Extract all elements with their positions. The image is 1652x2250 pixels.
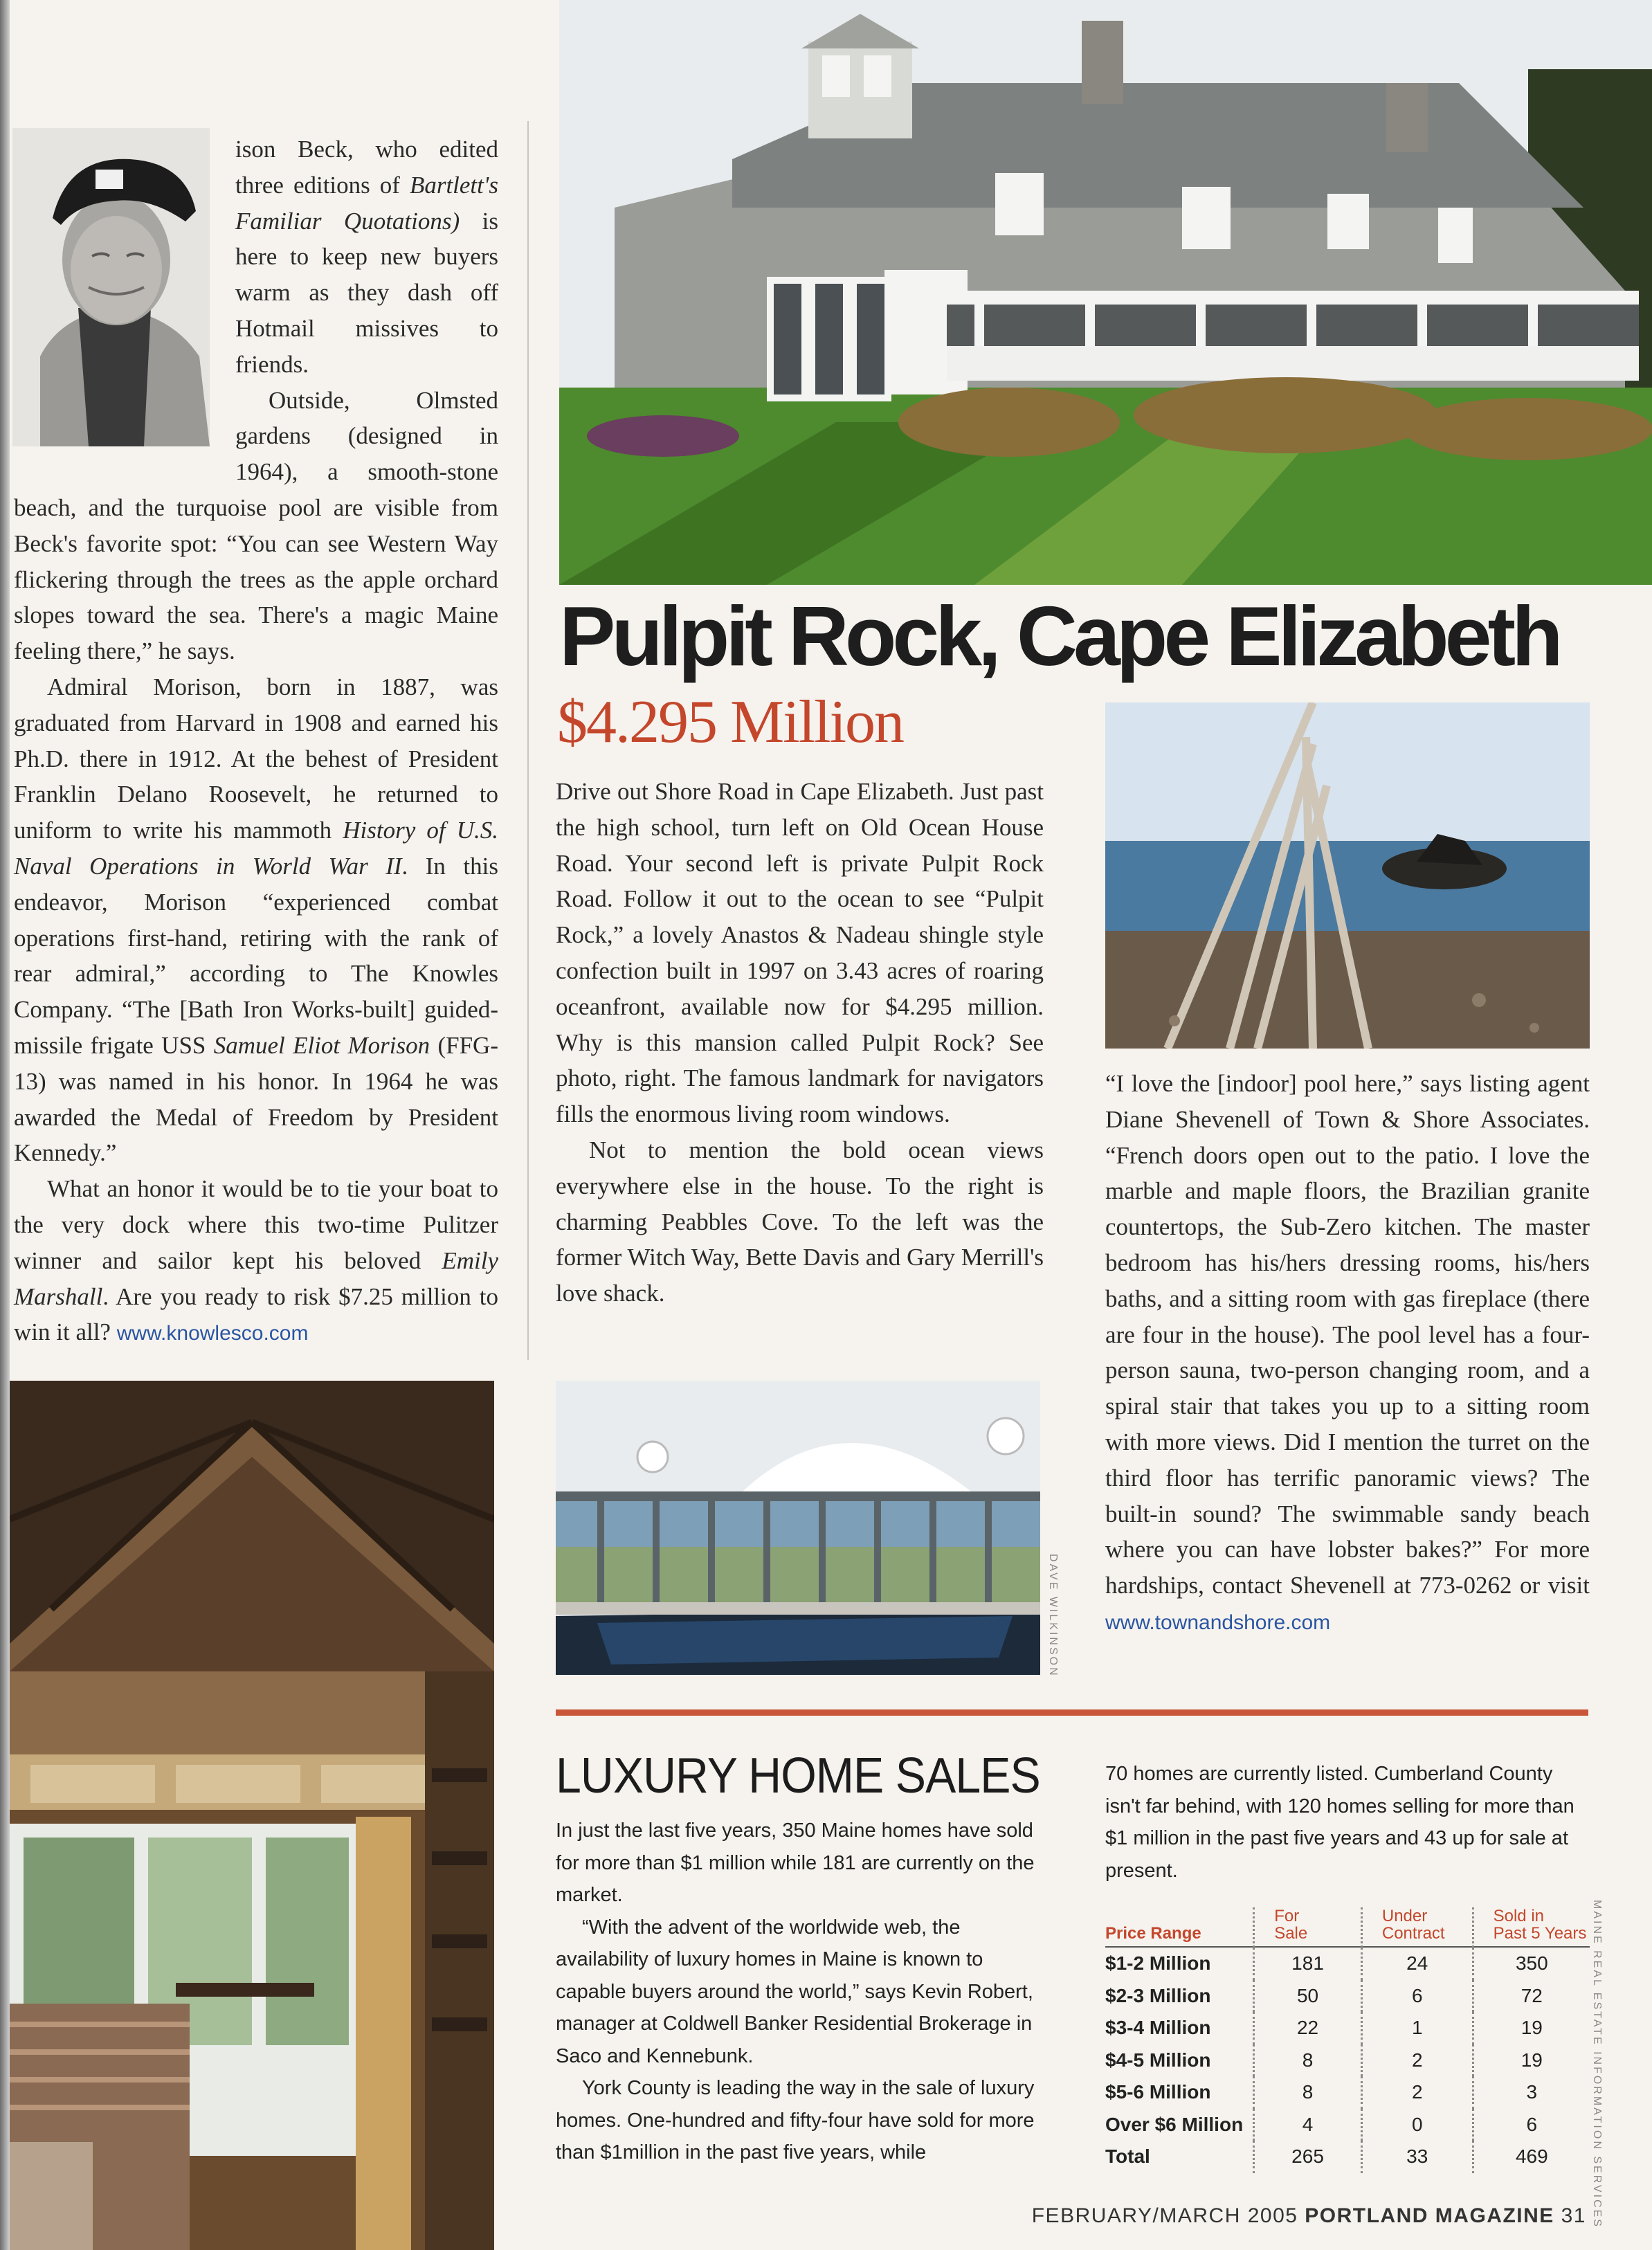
listing-price: $4.295 Million bbox=[557, 689, 904, 756]
portrait-float-space bbox=[14, 131, 235, 464]
left-p3-italic-2: Samuel Eliot Morison bbox=[213, 1031, 430, 1059]
section-divider-rule bbox=[556, 1709, 1588, 1716]
cell-sold: 6 bbox=[1473, 2109, 1590, 2141]
cell-sold: 350 bbox=[1473, 1947, 1590, 1980]
luxury-left-column bbox=[556, 1815, 1040, 2169]
cell-under-contract: 1 bbox=[1361, 2012, 1473, 2044]
townandshore-link[interactable]: www.townandshore.com bbox=[1105, 1611, 1331, 1634]
lux-right-p1: 70 homes are currently listed. Cumberland County isn't far behind, with 120 homes selling for more than $1 million in the past five years and 43 up for sale at present. bbox=[1105, 1763, 1574, 1882]
cell-for-sale: 8 bbox=[1254, 2076, 1362, 2109]
cell-sold: 19 bbox=[1473, 2044, 1590, 2077]
pulpit-rock-landmark-photo bbox=[1105, 702, 1590, 1049]
cell-for-sale: 22 bbox=[1254, 2012, 1362, 2044]
header-price-range: Price Range bbox=[1105, 1924, 1201, 1943]
table-row-total bbox=[1105, 2141, 1590, 2173]
footer-page-number: 31 bbox=[1554, 2204, 1586, 2227]
table-row bbox=[1105, 2012, 1590, 2044]
table-row bbox=[1105, 1980, 1590, 2013]
table-row bbox=[1105, 2109, 1590, 2141]
header-for-sale-line1: For bbox=[1274, 1907, 1300, 1925]
cell-price-range: Over $6 Million bbox=[1105, 2113, 1244, 2135]
header-under-contract-line2: Contract bbox=[1381, 1924, 1445, 1943]
left-p1-text: ison Beck, who edited three editions of bbox=[235, 136, 498, 199]
cell-sold: 469 bbox=[1473, 2141, 1590, 2173]
right-column-text bbox=[1105, 1066, 1590, 1641]
lux-left-p2: “With the advent of the worldwide web, the availability of luxury homes in Maine is known to capable buyers around the world,” says Kevin Robert, manager at Coldwell Banker Residential Brokerage in Saco and Kennebunk. bbox=[556, 1916, 1033, 2067]
cell-price-range: $2-3 Million bbox=[1105, 1984, 1211, 2006]
table-header-row bbox=[1105, 1907, 1590, 1947]
middle-column-text bbox=[556, 774, 1044, 1312]
lux-left-p1: In just the last five years, 350 Maine homes have sold for more than $1 million while 181 are currently on the market. bbox=[556, 1820, 1035, 1906]
interior-living-room-photo bbox=[10, 1381, 494, 2250]
article-headline: Pulpit Rock, Cape Elizabeth bbox=[559, 589, 1559, 683]
footer-magazine-name: PORTLAND MAGAZINE bbox=[1305, 2204, 1554, 2227]
table-source-credit: MAINE REAL ESTATE INFORMATION SERVICES bbox=[1591, 1900, 1603, 2229]
column-divider bbox=[527, 121, 529, 1360]
left-p3-italic: History of U.S. Naval Operations in World War II bbox=[14, 817, 498, 880]
cell-for-sale: 265 bbox=[1254, 2141, 1362, 2173]
lux-left-p3: York County is leading the way in the sale of luxury homes. One-hundred and fifty-four have sold for more than $1million in the past five years, while bbox=[556, 2077, 1035, 2163]
left-paragraph-4 bbox=[14, 1171, 498, 1352]
knowlesco-link[interactable]: www.knowlesco.com bbox=[116, 1322, 309, 1345]
mid-paragraph-2: Not to mention the bold ocean views everywhere else in the house. To the right is charming Peabbles Cove. To the left was the former Witch Way, Bette Davis and Gary Merrill's love shack. bbox=[556, 1136, 1044, 1307]
left-p4-a: What an honor it would be to tie your boat to the very dock where this two-time Pulitzer winner and sailor kept his beloved bbox=[14, 1175, 498, 1274]
left-p4-b: . Are you ready to risk $7.25 million to win it all? bbox=[14, 1282, 498, 1346]
cell-sold: 72 bbox=[1473, 1980, 1590, 2013]
left-p3-c: (FFG-13) was named in his honor. In 1964 he was awarded the Medal of Freedom by President Kennedy.” bbox=[14, 1031, 498, 1167]
cell-under-contract: 0 bbox=[1361, 2109, 1473, 2141]
pulpit-rock-house-photo bbox=[559, 0, 1652, 585]
cell-for-sale: 50 bbox=[1254, 1980, 1362, 2013]
cell-price-range: $3-4 Million bbox=[1105, 2017, 1211, 2039]
cell-for-sale: 4 bbox=[1254, 2109, 1362, 2141]
cell-under-contract: 33 bbox=[1361, 2141, 1473, 2173]
header-sold-line2: Past 5 Years bbox=[1493, 1924, 1587, 1943]
cell-under-contract: 2 bbox=[1361, 2044, 1473, 2077]
left-p4-italic: Emily Marshall bbox=[14, 1246, 498, 1310]
cell-sold: 19 bbox=[1473, 2012, 1590, 2044]
table-row bbox=[1105, 1947, 1590, 1980]
page-footer bbox=[1032, 2204, 1586, 2228]
header-for-sale bbox=[1254, 1907, 1362, 1947]
header-under-contract bbox=[1361, 1907, 1473, 1947]
header-for-sale-line2: Sale bbox=[1274, 1924, 1308, 1943]
left-p1-italic: Bartlett's Familiar Quotations) bbox=[235, 171, 498, 235]
table-row bbox=[1105, 2076, 1590, 2109]
cell-price-range: $1-2 Million bbox=[1105, 1947, 1254, 1980]
left-paragraph-3 bbox=[14, 669, 498, 1171]
cell-for-sale: 181 bbox=[1254, 1947, 1362, 1980]
cell-under-contract: 6 bbox=[1361, 1980, 1473, 2013]
cell-for-sale: 8 bbox=[1254, 2044, 1362, 2077]
cell-under-contract: 24 bbox=[1361, 1947, 1473, 1980]
footer-issue-date: FEBRUARY/MARCH 2005 bbox=[1031, 2204, 1305, 2227]
cell-sold: 3 bbox=[1473, 2076, 1590, 2109]
cell-price-range: $5-6 Million bbox=[1105, 2081, 1211, 2103]
page-binding-shadow bbox=[0, 0, 10, 2250]
left-p1-tail: is here to keep new buyers warm as they dash off Hotmail missives to friends. bbox=[235, 207, 498, 378]
luxury-sales-table bbox=[1105, 1907, 1590, 2173]
indoor-pool-photo bbox=[556, 1381, 1040, 1675]
header-under-contract-line1: Under bbox=[1381, 1907, 1428, 1925]
luxury-right-column bbox=[1105, 1758, 1590, 2173]
header-sold-past-5-years bbox=[1473, 1907, 1590, 1947]
luxury-sales-title: LUXURY HOME SALES bbox=[556, 1748, 1040, 1804]
left-p3-b: . In this endeavor, Morison “experienced combat operations first-hand, retiring with the rank of rear admiral,” according to The Knowles Company. “The [Bath Iron Works-built] guided-missile frigate USS bbox=[14, 852, 498, 1059]
table-row bbox=[1105, 2044, 1590, 2077]
cell-price-range: $4-5 Million bbox=[1105, 2049, 1211, 2071]
pool-photo-credit: DAVE WILKINSON bbox=[1047, 1554, 1059, 1678]
cell-under-contract: 2 bbox=[1361, 2076, 1473, 2109]
right-paragraph-1 bbox=[1105, 1066, 1590, 1641]
cell-price-range: Total bbox=[1105, 2145, 1150, 2168]
left-p3-a: Admiral Morison, born in 1887, was graduated from Harvard in 1908 and earned his Ph.D. there in 1912. At the behest of President Franklin Delano Roosevelt, he returned to uniform to write his mammoth bbox=[14, 673, 498, 844]
header-sold-line1: Sold in bbox=[1493, 1907, 1544, 1925]
left-column-text bbox=[14, 131, 498, 1352]
mid-paragraph-1: Drive out Shore Road in Cape Elizabeth. Just past the high school, turn left on Old Ocean House Road. Your second left is private Pulpit Rock Road. Follow it out to the ocean to see “Pulpit Rock,” a lovely Anastos & Nadeau shingle style confection built in 1997 on 3.43 acres of roaring oceanfront, available now for $4.295 million. Why is this mansion called Pulpit Rock? See photo, right. The famous landmark for navigators fills the enormous living room windows. bbox=[556, 778, 1044, 1128]
left-paragraph-2: Outside, Olmsted gardens (designed in 1964), a smooth-stone beach, and the turquoise pool are visible from Beck's favorite spot: “You can see Western Way flickering through the trees as the apple orchard slopes toward the sea. There's a magic Maine feeling there,” he says. bbox=[14, 386, 498, 665]
right-p1-text: “I love the [indoor] pool here,” says listing agent Diane Shevenell of Town & Shore Associates. “French doors open out to the patio. I love the marble and maple floors, the Brazilian granite countertops, the Sub-Zero kitchen. The master bedroom has his/hers dressing rooms, his/hers baths, and a sitting room with gas fireplace (there are four in the house). The pool level has a four-person sauna, two-person changing room, and a spiral stair that takes you up to a sitting room with more views. Did I mention the turret on the third floor has terrific panoramic views? The built-in sound? The swimmable sandy beach where you can have lobster bakes?” For more hardships, contact Shevenell at 773-0262 or visit bbox=[1105, 1070, 1590, 1599]
